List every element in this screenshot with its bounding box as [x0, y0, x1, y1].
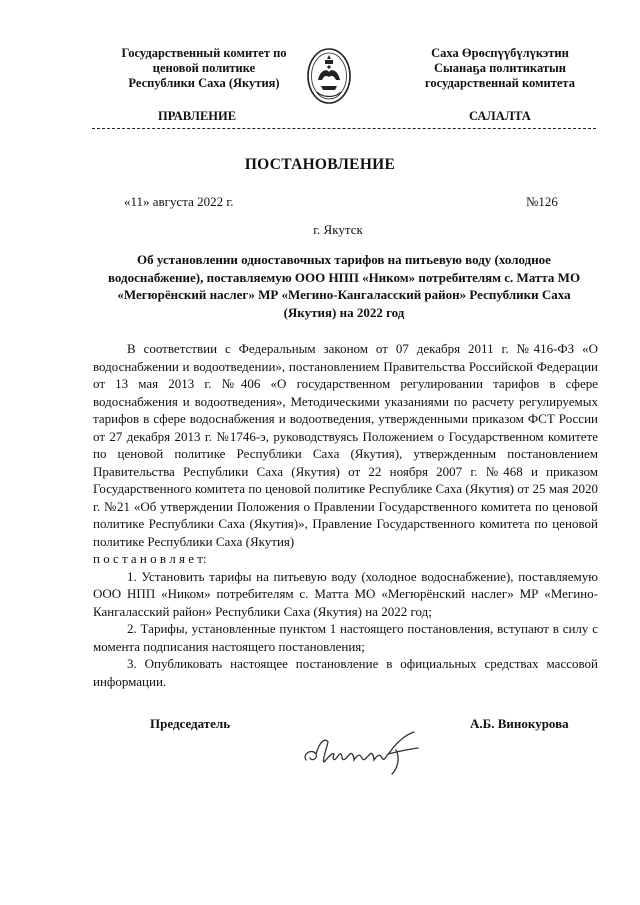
header-right-line: государственнай комитета [425, 76, 575, 90]
header-right-line: Саха Өрөспүүбүлүкэтин [431, 46, 569, 60]
document-subject: Об установлении одноставочных тарифов на питьевую воду (холодное водоснабжение), поставляемую ООО НПП «Ником» потребителям с. Матта МО «Мегюрёнский наслег» МР «Мегино-Кангаласский район» Республики Саха (Якутия) на 2022 год [107, 252, 581, 320]
header-right-org [400, 46, 600, 91]
resolution-item: 1. Установить тарифы на питьевую воду (холодное водоснабжение), поставляемую ООО НПП «Ником» потребителям с. Матта МО «Мегюрёнский наслег» МР «Мегино-Кангаласский район» Республики Саха (Якутия) на 2022 год; [93, 568, 598, 619]
header-left-line: Республики Саха (Якутия) [128, 76, 280, 90]
document-body [93, 340, 598, 690]
resolution-item: 2. Тарифы, установленные пунктом 1 настоящего постановления, вступают в силу с момента подписания настоящего постановления; [93, 621, 598, 654]
handwritten-signature-icon [300, 728, 430, 778]
preamble-paragraph: В соответствии с Федеральным законом от 07 декабря 2011 г. №416-ФЗ «О водоснабжении и водоотведении», постановлением Правительства Российской Федерации от 13 мая 2013 г. №406 «О государственном регулировании тарифов в сфере водоснабжения и водоотведения», Методическими указаниями по расчету регулируемых тарифов в сфере водоснабжения и водоотведения, утвержденными приказом ФСТ России от 27 декабря 2013 г. №1746-э, руководствуясь Положением о Государственном комитете по ценовой политике Республики Саха (Якутия), утвержденным постановлением Правительства Республики Саха (Якутия) от 22 ноября 2007 г. №468 и приказом Государственного комитета по ценовой политике Республике Саха (Якутия) от 25 мая 2020 г. №21 «Об утверждении Положения о Правлении Государственного комитета по ценовой политике Республики Саха (Якутия)», Правление Государственного комитета по ценовой политике Республики Саха (Якутия) [93, 341, 598, 549]
header-left-org [104, 46, 304, 91]
document-date: «11» августа 2022 г. [124, 194, 234, 209]
header-left-line: Государственный комитет по [121, 46, 287, 60]
signatory-role: Председатель [150, 716, 231, 731]
document-city: г. Якутск [313, 222, 363, 237]
department-left: ПРАВЛЕНИЕ [158, 109, 237, 123]
header-divider [92, 128, 596, 129]
signatory-name: А.Б. Винокурова [470, 716, 569, 731]
document-title: ПОСТАНОВЛЕНИЕ [244, 156, 396, 173]
header-left-line: ценовой политике [152, 61, 256, 75]
coat-of-arms-icon [305, 46, 353, 106]
document-number: №126 [526, 194, 558, 209]
header-right-line: Сыанаҕа политикатын [434, 61, 566, 75]
resolves-phrase: п о с т а н о в л я е т: [93, 551, 207, 566]
resolution-item: 3. Опубликовать настоящее постановление в официальных средствах массовой информации. [93, 656, 598, 689]
department-right: САЛАЛТА [469, 109, 531, 123]
